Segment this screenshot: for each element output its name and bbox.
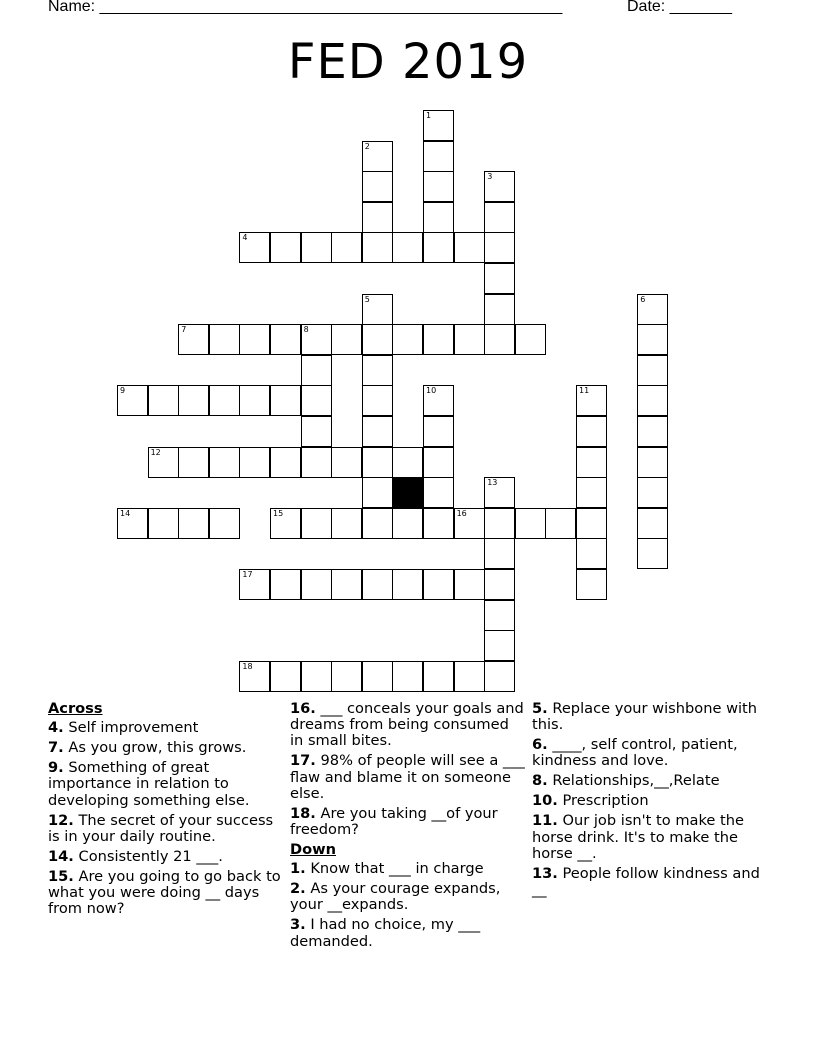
grid-square[interactable] [270, 508, 301, 539]
across-clue: 18. Are you taking __of your freedom? [290, 804, 498, 839]
grid-square[interactable] [331, 324, 362, 355]
clue-number: 12 [150, 447, 161, 457]
grid-square[interactable] [117, 385, 148, 416]
grid-square[interactable] [423, 171, 454, 202]
grid-square[interactable] [576, 538, 607, 569]
grid-square[interactable] [454, 508, 485, 539]
grid-square[interactable] [239, 385, 270, 416]
clue-number: 9 [120, 386, 126, 396]
grid-square[interactable] [484, 630, 515, 661]
grid-square[interactable] [484, 263, 515, 294]
grid-square[interactable] [362, 202, 393, 233]
grid-square[interactable] [637, 447, 668, 478]
down-clue: 8. Relationships,__,Relate [532, 772, 720, 790]
grid-square[interactable] [484, 324, 515, 355]
clue-number: 15 [273, 508, 284, 518]
grid-square[interactable] [148, 385, 179, 416]
grid-square[interactable] [270, 661, 301, 692]
grid-square[interactable] [454, 324, 485, 355]
clue-number: 2 [364, 141, 370, 151]
grid-square[interactable] [392, 569, 423, 600]
grid-square[interactable] [484, 661, 515, 692]
grid-square[interactable] [178, 324, 209, 355]
grid-square[interactable] [423, 416, 454, 447]
clue-column-1 [48, 701, 284, 921]
across-clue: 15. Are you going to go back to what you were doing __ days from now? [48, 867, 281, 918]
grid-square[interactable] [362, 385, 393, 416]
down-clue: 1. Know that ___ in charge [290, 860, 484, 878]
grid-square[interactable] [392, 508, 423, 539]
grid-square[interactable] [423, 477, 454, 508]
clue-number: 10 [426, 386, 437, 396]
grid-square[interactable] [423, 385, 454, 416]
grid-square[interactable] [576, 385, 607, 416]
grid-square[interactable] [362, 141, 393, 172]
grid-square[interactable] [301, 416, 332, 447]
grid-square[interactable] [392, 232, 423, 263]
clue-number: 6 [640, 294, 646, 304]
grid-square[interactable] [484, 569, 515, 600]
grid-square[interactable] [484, 171, 515, 202]
clue-column-2 [290, 701, 526, 954]
grid-square[interactable] [392, 324, 423, 355]
grid-square[interactable] [362, 508, 393, 539]
down-clue: 3. I had no choice, my ___ demanded. [290, 916, 481, 950]
grid-square[interactable] [454, 232, 485, 263]
grid-square[interactable] [576, 416, 607, 447]
grid-square[interactable] [637, 355, 668, 386]
grid-square[interactable] [239, 447, 270, 478]
grid-square[interactable] [392, 447, 423, 478]
grid-square[interactable] [545, 508, 576, 539]
grid-square[interactable] [484, 538, 515, 569]
grid-square[interactable] [392, 661, 423, 692]
grid-square[interactable] [423, 661, 454, 692]
clue-number: 8 [303, 325, 309, 335]
down-clue: 5. Replace your wishbone with this. [532, 700, 758, 734]
grid-square[interactable] [239, 569, 270, 600]
clue-number: 16 [456, 508, 467, 518]
grid-square[interactable] [423, 447, 454, 478]
across-clue: 12. The secret of your success is in your daily routine. [48, 811, 274, 845]
grid-square[interactable] [423, 202, 454, 233]
grid-square[interactable] [270, 232, 301, 263]
grid-square[interactable] [331, 569, 362, 600]
grid-square[interactable] [484, 477, 515, 508]
grid-square[interactable] [362, 416, 393, 447]
grid-square[interactable] [484, 232, 515, 263]
grid-square[interactable] [239, 232, 270, 263]
grid-square[interactable] [362, 447, 393, 478]
down-heading: Down [290, 841, 337, 859]
grid-square[interactable] [270, 324, 301, 355]
grid-square[interactable] [484, 202, 515, 233]
clue-number: 13 [487, 478, 498, 488]
down-clue: 11. Our job isn't to make the horse drink. It's to make the horse __. [532, 812, 744, 862]
grid-square[interactable] [637, 477, 668, 508]
clue-number: 18 [242, 661, 253, 671]
clue-number: 1 [426, 111, 432, 120]
across-heading: Across [48, 700, 103, 717]
grid-square[interactable] [576, 569, 607, 600]
down-clue: 10. Prescription [532, 792, 649, 810]
grid-square[interactable] [331, 661, 362, 692]
across-clue: 17. 98% of people will see a ___ flaw and blame it on someone else. [290, 752, 525, 802]
grid-square[interactable] [178, 385, 209, 416]
grid-square[interactable] [362, 232, 393, 263]
grid-square[interactable] [178, 447, 209, 478]
grid-square[interactable] [270, 385, 301, 416]
grid-square[interactable] [301, 385, 332, 416]
clue-number: 17 [242, 570, 253, 579]
across-clue: 9. Something of great importance in relation to developing something else. [48, 759, 250, 809]
down-clue: 6. ____, self control, patient, kindness and love. [532, 736, 738, 770]
grid-square[interactable] [270, 447, 301, 478]
grid-square[interactable] [515, 324, 546, 355]
grid-square[interactable] [209, 385, 240, 416]
grid-square[interactable] [117, 508, 148, 539]
grid-square[interactable] [515, 508, 546, 539]
grid-square[interactable] [362, 661, 393, 692]
grid-square[interactable] [209, 508, 240, 539]
grid-square[interactable] [209, 447, 240, 478]
grid-square[interactable] [331, 447, 362, 478]
grid-square[interactable] [637, 538, 668, 569]
grid-black-square [392, 477, 423, 508]
grid-square[interactable] [301, 232, 332, 263]
clue-number: 3 [487, 172, 493, 182]
grid-square[interactable] [576, 477, 607, 508]
grid-square[interactable] [576, 447, 607, 478]
puzzle-title: FED 2019 [287, 34, 529, 90]
grid-square[interactable] [331, 232, 362, 263]
grid-square[interactable] [301, 661, 332, 692]
clue-number: 4 [242, 233, 248, 243]
grid-square[interactable] [301, 447, 332, 478]
grid-square[interactable] [270, 569, 301, 600]
grid-square[interactable] [301, 324, 332, 355]
grid-square[interactable] [637, 416, 668, 447]
grid-square[interactable] [423, 232, 454, 263]
grid-square[interactable] [423, 569, 454, 600]
grid-square[interactable] [637, 385, 668, 416]
grid-square[interactable] [576, 508, 607, 539]
clue-number: 14 [120, 508, 131, 518]
across-clue: 16. ___ conceals your goals and dreams from being consumed in small bites. [290, 700, 524, 750]
grid-square[interactable] [362, 324, 393, 355]
grid-square[interactable] [423, 141, 454, 172]
grid-square[interactable] [423, 110, 454, 141]
clue-column-3 [532, 701, 768, 902]
grid-square[interactable] [301, 508, 332, 539]
grid-square[interactable] [484, 508, 515, 539]
grid-square[interactable] [637, 294, 668, 325]
grid-square[interactable] [148, 508, 179, 539]
down-clue: 2. As your courage expands, your __expands. [290, 880, 501, 914]
clue-number: 11 [579, 386, 590, 396]
name-field: Name: ____________________________________________________ [48, 0, 563, 15]
grid-square[interactable] [362, 171, 393, 202]
clue-number: 5 [364, 294, 370, 304]
grid-square[interactable] [484, 600, 515, 631]
grid-square[interactable] [484, 294, 515, 325]
grid-square[interactable] [239, 324, 270, 355]
grid-square[interactable] [239, 661, 270, 692]
grid-square[interactable] [148, 447, 179, 478]
down-clue: 13. People follow kindness and __ [532, 864, 760, 899]
grid-square[interactable] [637, 324, 668, 355]
grid-square[interactable] [423, 508, 454, 539]
grid-square[interactable] [423, 324, 454, 355]
grid-square[interactable] [301, 569, 332, 600]
grid-square[interactable] [362, 477, 393, 508]
date-field: Date: _______ [627, 0, 732, 15]
across-clue: 7. As you grow, this grows. [48, 739, 247, 757]
across-clue: 14. Consistently 21 ___. [48, 847, 223, 865]
grid-square[interactable] [178, 508, 209, 539]
grid-square[interactable] [362, 294, 393, 325]
grid-square[interactable] [331, 508, 362, 539]
grid-square[interactable] [209, 324, 240, 355]
grid-square[interactable] [637, 508, 668, 539]
grid-square[interactable] [301, 355, 332, 386]
across-clue: 4. Self improvement [48, 719, 199, 737]
clue-number: 7 [181, 325, 187, 335]
grid-square[interactable] [362, 569, 393, 600]
grid-square[interactable] [454, 661, 485, 692]
grid-square[interactable] [362, 355, 393, 386]
grid-square[interactable] [454, 569, 485, 600]
